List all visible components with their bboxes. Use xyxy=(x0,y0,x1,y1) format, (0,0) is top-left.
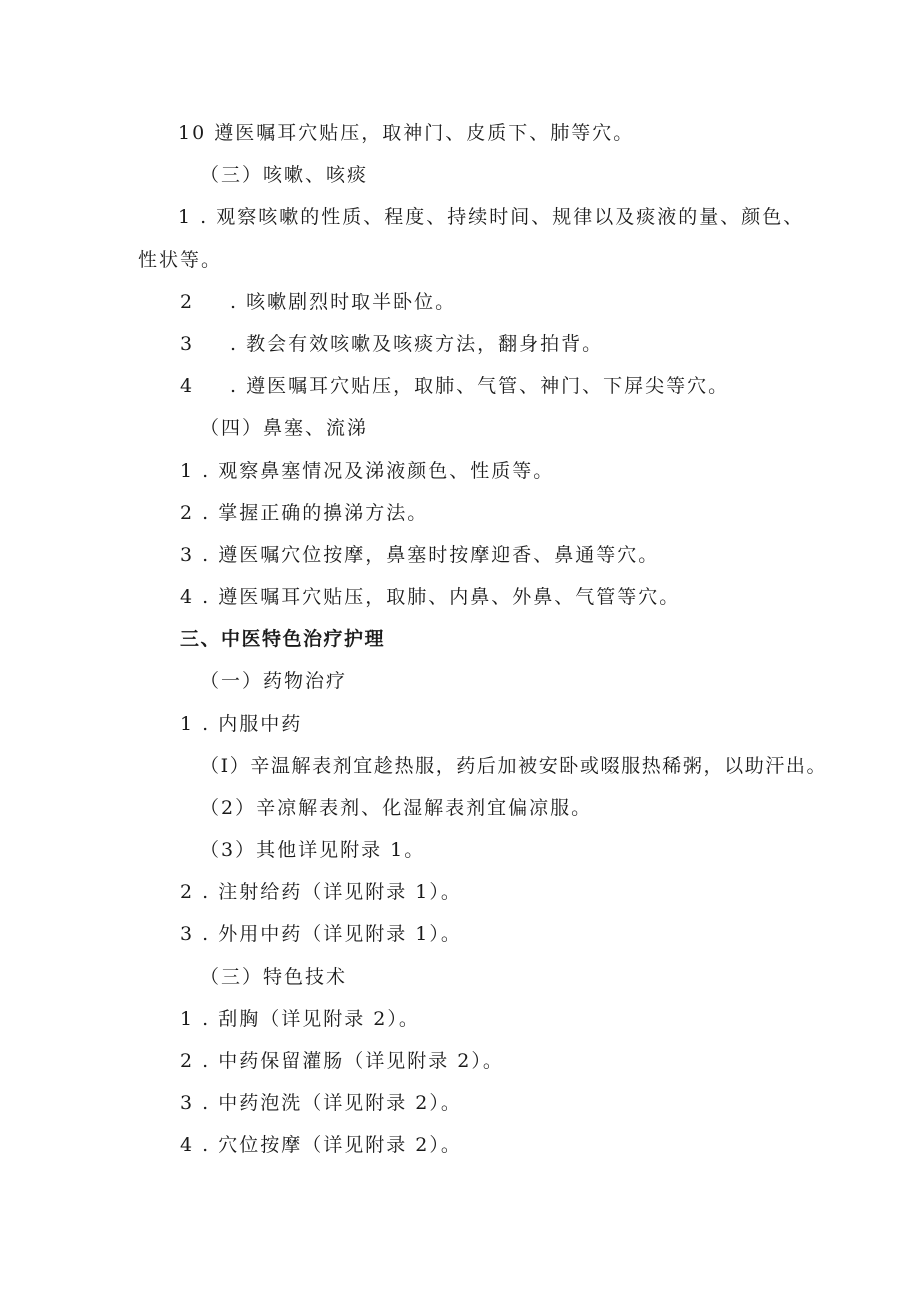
text-line: 1 . 刮胸（详见附录 2）。 xyxy=(180,1008,420,1030)
text-line: 3 . 外用中药（详见附录 1）。 xyxy=(180,923,462,945)
subsection-heading: （三）特色技术 xyxy=(200,966,348,988)
section-heading: 三、中医特色治疗护理 xyxy=(180,628,386,650)
text-line: 3 . 遵医嘱穴位按摩，鼻塞时按摩迎香、鼻通等穴。 xyxy=(180,544,660,566)
text-line: 2 . 掌握正确的擤涕方法。 xyxy=(180,502,429,524)
text-line: 4 . 穴位按摩（详见附录 2）。 xyxy=(180,1134,462,1156)
text-line: 2 . 中药保留灌肠（详见附录 2）。 xyxy=(180,1050,504,1072)
text-line xyxy=(180,373,730,399)
text-line: 3 . 中药泡洗（详见附录 2）。 xyxy=(180,1092,462,1114)
subsection-heading: （一）药物治疗 xyxy=(200,670,348,692)
text-line: 2 . 注射给药（详见附录 1）。 xyxy=(180,881,462,903)
text-line: 1 . 观察咳嗽的性质、程度、持续时间、规律以及痰液的量、颜色、 xyxy=(178,206,805,228)
text-line: （I）辛温解表剂宜趁热服，药后加被安卧或啜服热稀粥，以助汗出。 xyxy=(200,755,828,777)
item-text: . 教会有效咳嗽及咳痰方法，翻身拍背。 xyxy=(230,333,604,355)
text-line xyxy=(180,331,604,357)
subsection-heading: （三）咳嗽、咳痰 xyxy=(200,164,369,186)
item-text: . 遵医嘱耳穴贴压，取肺、气管、神门、下屏尖等穴。 xyxy=(230,375,730,397)
text-line: 4 . 遵医嘱耳穴贴压，取肺、内鼻、外鼻、气管等穴。 xyxy=(180,586,681,608)
text-line: 性状等。 xyxy=(138,249,223,271)
text-line: （2）辛凉解表剂、化湿解表剂宜偏凉服。 xyxy=(200,797,593,819)
item-text: . 咳嗽剧烈时取半卧位。 xyxy=(230,291,457,313)
text-line xyxy=(180,289,457,315)
item-number: 4 xyxy=(180,375,195,397)
text-line: 1 . 观察鼻塞情况及涕液颜色、性质等。 xyxy=(180,460,555,482)
item-number: 2 xyxy=(180,291,195,313)
text-line: 1 . 内服中药 xyxy=(180,713,303,735)
text-line: （3）其他详见附录 1。 xyxy=(200,839,426,861)
subsection-heading: （四）鼻塞、流涕 xyxy=(200,417,369,439)
item-number: 3 xyxy=(180,333,195,355)
text-line: 10 遵医嘱耳穴贴压，取神门、皮质下、肺等穴。 xyxy=(178,122,635,144)
